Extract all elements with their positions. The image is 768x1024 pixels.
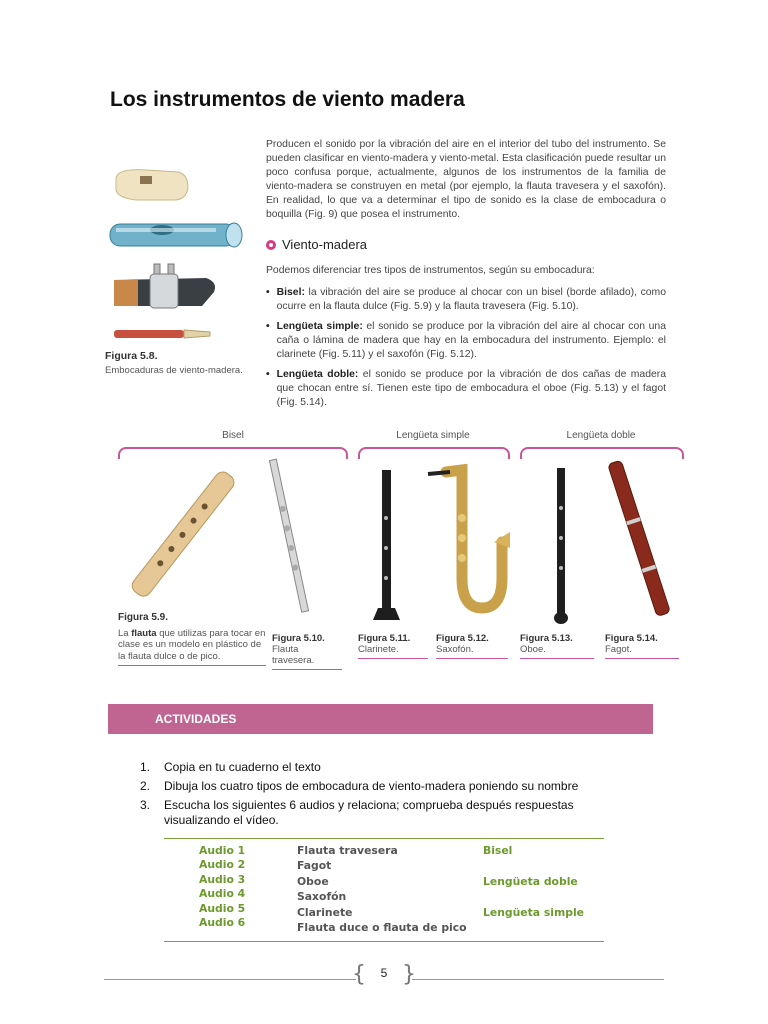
caption-text: que utilizas para tocar en clase es un modelo en plástico de la flauta dulce o de pico. [118,627,266,662]
type-item [483,920,584,935]
audio-item: Audio 5 [199,901,246,915]
instruments-illustration [110,458,690,630]
clarinet-mouthpiece [114,264,215,308]
oboe-image [554,468,568,624]
figure-5-8-caption: Embocaduras de viento-madera. [105,365,243,376]
figure-5-8-label: Figura 5.8. [105,350,158,362]
mouthpieces-illustration [106,160,256,350]
list-text: Dibuja los cuatro tipos de embocadura de viento-madera poniendo su nombre [164,779,579,793]
figure-5-12-caption [436,633,508,659]
instrument-item: Clarinete [297,905,353,919]
bullet-term: Bisel: [276,287,305,298]
type-item: Lengüeta simple [483,905,584,919]
section-bullet-icon [266,240,276,250]
type-item: Lengüeta doble [483,874,578,888]
page-number: 5 [380,966,388,980]
bullet-item [266,320,666,362]
figure-5-9-label: Figura 5.9. [118,612,169,623]
activities-header [108,704,653,734]
figure-5-11-caption [358,633,428,659]
list-number: 3. [140,798,151,812]
bullet-icon: • [266,369,270,380]
bracket-right-icon: } [402,962,416,987]
figure-caption-text: Flauta travesera. [272,644,315,666]
audio-item: Audio 3 [199,872,246,886]
intro-paragraph: Producen el sonido por la vibración del aire en el interior del tubo del instrumento. Se pueden clasificar en viento-madera y viento-metal. Esta clasificación puede resultar un poco confusa porque, actualmente, algunos de los instrumentos de la familia de viento-madera se construyen en metal (por ejemplo, la flauta travesera y el saxofón). En realidad, lo que va a determinar el tipo de sonido es la clase de embocadura o boquilla (Fig. 9) que posea el instrumento. [266,139,666,220]
oboe-reed [114,330,210,338]
page-title: Los instrumentos de viento madera [110,88,465,111]
instrument-item: Flauta duce o flauta de pico [297,921,467,935]
caption-bold: flauta [131,627,157,639]
list-item [140,798,640,828]
figure-5-10-caption [272,633,342,670]
figure-5-9-caption [118,612,266,666]
bullet-term: Lengüeta simple: [276,321,363,332]
recorder-image [129,469,237,600]
list-item [140,760,640,775]
instrument-item: Fagot [297,859,332,873]
type-column [483,843,584,935]
figure-label: Figura 5.13. [520,633,573,644]
bullet-item [266,368,666,410]
bullet-icon: • [266,287,270,298]
list-text: Copia en tu cuaderno el texto [164,760,321,774]
list-item [140,779,640,794]
audio-item: Audio 1 [199,844,246,857]
instrument-item: Flauta travesera [297,844,398,857]
bullet-text: el sonido se produce por la vibración de dos cañas de madera que chocan entre sí. Tienen este tipo de embocadura el oboe (Fig. 5.13) y el fagot (Fig. 5.14). [276,369,666,408]
list-number: 1. [140,760,151,774]
section-subtitle: Podemos diferenciar tres tipos de instrumentos, según su embocadura: [266,265,595,276]
bullet-item [266,286,666,314]
figure-caption-text: Oboe. [520,644,546,655]
footer-line-left [104,979,356,980]
instrument-column [297,843,467,935]
figure-label: Figura 5.10. [272,633,325,644]
figure-caption-text: Clarinete. [358,644,399,655]
audio-item: Audio 2 [199,858,246,872]
saxophone-image [428,470,510,608]
group-label-simple: Lengüeta simple [396,430,470,441]
instrument-item: Oboe [297,874,329,888]
flute-image [269,459,308,612]
figure-caption-text: Fagot. [605,644,632,655]
recorder-mouthpiece [116,170,188,200]
figure-label: Figura 5.14. [605,633,658,644]
activities-title: ACTIVIDADES [155,712,237,726]
group-label-bisel: Bisel [222,430,244,441]
figure-caption-text: Saxofón. [436,644,474,655]
bassoon-image [608,460,671,616]
figure-label: Figura 5.11. [358,633,411,644]
bracket-left-icon: { [352,962,366,987]
matching-table [164,838,604,942]
figure-5-14-caption [605,633,679,659]
bullet-term: Lengüeta doble: [276,369,359,380]
list-number: 2. [140,779,151,793]
section-title [266,237,367,252]
footer-line-right [412,979,664,980]
figure-5-13-caption [520,633,594,659]
audio-item: Audio 6 [199,916,246,930]
flute-mouthpiece [110,223,242,247]
bullet-text: la vibración del aire se produce al chocar con un bisel (borde afilado), como ocurre en la flauta dulce (Fig. 5.9) y la flauta travesera (Fig. 5.10). [276,287,666,312]
caption-text: La [118,627,132,639]
group-label-doble: Lengüeta doble [566,430,636,441]
type-item [483,858,584,873]
section-title-text: Viento-madera [282,237,368,252]
type-item: Bisel [483,844,513,857]
bullet-text: el sonido se produce por la vibración del aire al chocar con una caña o lámina de madera que hay en la embocadura del instrumento. Ejemplo: el clarinete (Fig. 5.11) y el saxofón (Fig. 5.12). [276,321,666,360]
figure-label: Figura 5.12. [436,633,489,644]
bullet-icon: • [266,321,270,332]
audio-column [199,843,245,930]
list-text: Escucha los siguientes 6 audios y relaciona; comprueba después respuestas visualizando el vídeo. [164,798,574,827]
clarinet-image [373,470,400,620]
instrument-item: Saxofón [297,890,347,904]
type-item [483,889,584,904]
activities-list [140,760,640,832]
audio-item: Audio 4 [199,887,246,901]
